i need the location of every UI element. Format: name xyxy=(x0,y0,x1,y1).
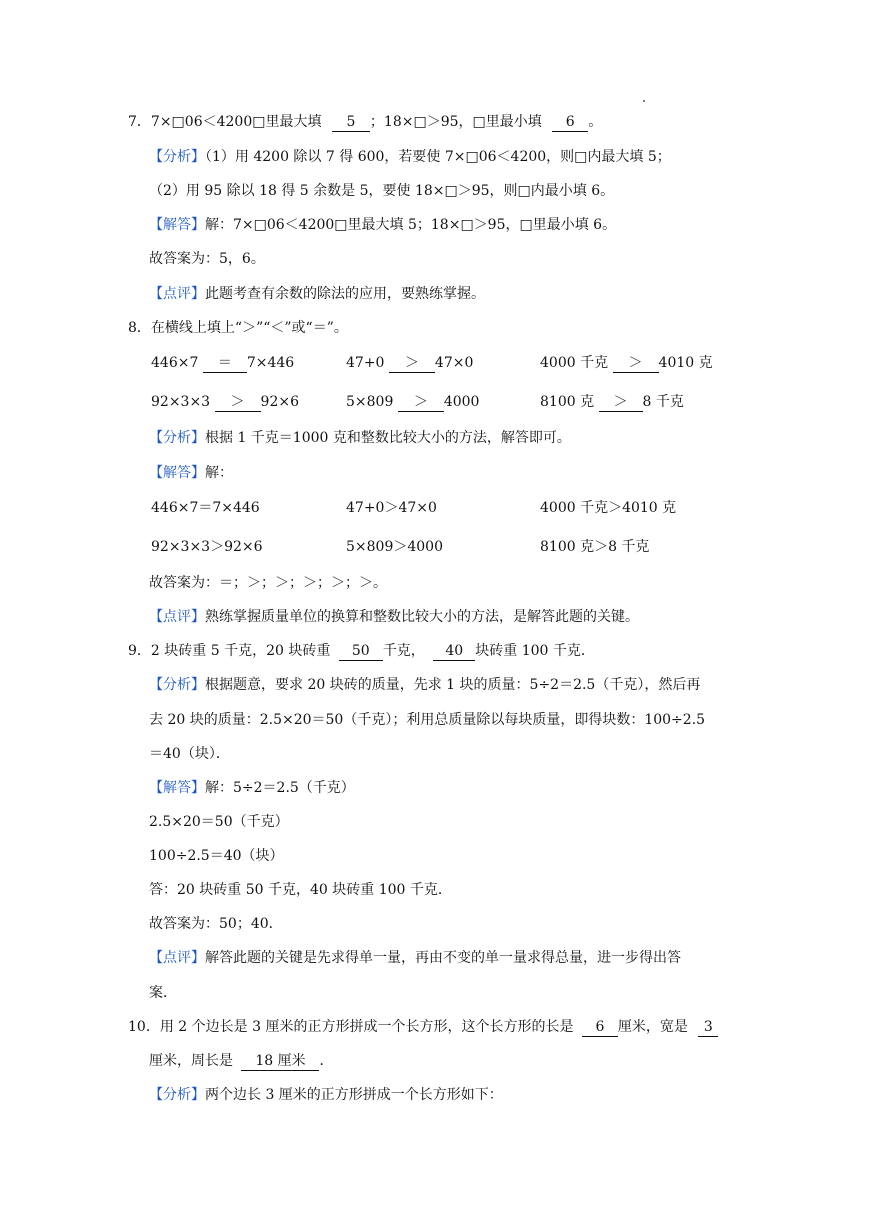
q8-number: 8． xyxy=(128,320,151,336)
q8-item-6 xyxy=(540,392,684,412)
q8-solution-text: 解： xyxy=(205,465,233,481)
q8-answer: 故答案为：＝；＞；＞；＞；＞；＞。 xyxy=(149,575,387,591)
q8-analysis xyxy=(149,428,571,448)
q8-item-4-blank: ＞ xyxy=(215,393,261,412)
q10-stem-part-c: 厘米，周长是 xyxy=(149,1053,233,1069)
q8-comment-tag: 【点评】 xyxy=(149,609,205,625)
q9-stem-part-a: 2 块砖重 5 千克，20 块砖重 xyxy=(150,643,331,659)
q8-item-5 xyxy=(346,392,479,412)
q8-item-6-blank: ＞ xyxy=(599,393,643,412)
q8-item-6-right: 8 千克 xyxy=(642,394,684,410)
q10-answer-blank-2: 3 xyxy=(698,1018,718,1037)
q8-solution-tag: 【解答】 xyxy=(149,465,205,481)
q8-stem xyxy=(128,318,348,338)
q8-item-2-left: 47+0 xyxy=(346,355,385,371)
q9-answer-blank-1: 50 xyxy=(339,642,383,661)
q7-stem-part-c: 。 xyxy=(588,114,603,130)
q8-item-2 xyxy=(346,353,473,373)
q7-comment-tag: 【点评】 xyxy=(149,286,205,302)
q9-stem-part-b: 千克， xyxy=(382,643,425,659)
q9-solution-line-2: 2.5×20＝50（千克） xyxy=(149,814,289,830)
q7-solution-text: 解：7×□06＜4200□里最大填 5；18×□＞95，□里最小填 6。 xyxy=(205,217,617,233)
q7-number: 7． xyxy=(128,114,151,130)
q7-answer: 故答案为：5，6。 xyxy=(149,251,265,267)
q7-solution-tag: 【解答】 xyxy=(149,217,205,233)
q8-item-5-blank: ＞ xyxy=(398,393,444,412)
q7-answer-blank-2: 6 xyxy=(552,113,588,132)
q10-stem-line-1 xyxy=(128,1017,718,1037)
q7-answer-blank-1: 5 xyxy=(332,113,370,132)
q8-item-2-blank: ＞ xyxy=(389,354,435,373)
q9-comment-line-1 xyxy=(149,948,681,968)
q9-answer-blank-2: 40 xyxy=(433,642,475,661)
q8-stem-text: 在横线上填上“＞”“＜”或“＝”。 xyxy=(150,320,348,336)
q8-item-4 xyxy=(151,392,299,412)
q10-stem-part-a: 用 2 个边长是 3 厘米的正方形拼成一个长方形，这个长方形的长是 xyxy=(159,1019,574,1035)
q8-item-3-right: 4010 克 xyxy=(658,355,713,371)
q10-answer-blank-1: 6 xyxy=(582,1018,618,1037)
q9-comment-line-2: 案． xyxy=(149,985,177,1001)
q8-analysis-tag: 【分析】 xyxy=(149,430,205,446)
q10-number: 10． xyxy=(128,1019,160,1035)
q8-item-3-left: 4000 千克 xyxy=(540,355,609,371)
q9-analysis-tag: 【分析】 xyxy=(149,677,205,693)
q9-analysis-line-3: ＝40（块）． xyxy=(149,746,230,762)
stray-dot xyxy=(643,100,645,102)
q7-analysis-line-1 xyxy=(149,147,671,167)
q10-analysis-text: 两个边长 3 厘米的正方形拼成一个长方形如下： xyxy=(205,1087,503,1103)
q7-stem-part-a: 7×□06＜4200□里最大填 xyxy=(150,114,322,130)
q7-comment-text: 此题考查有余数的除法的应用，要熟练掌握。 xyxy=(205,286,485,302)
q9-solution-line-4: 答：20 块砖重 50 千克，40 块砖重 100 千克． xyxy=(149,882,452,898)
q10-analysis-tag: 【分析】 xyxy=(149,1087,205,1103)
q8-sol-item-1: 446×7＝7×446 xyxy=(151,500,260,516)
q9-number: 9． xyxy=(128,643,151,659)
q8-sol-item-5: 5×809＞4000 xyxy=(346,539,443,555)
q8-comment-text: 熟练掌握质量单位的换算和整数比较大小的方法，是解答此题的关键。 xyxy=(205,609,639,625)
q9-solution-line-3: 100÷2.5＝40（块） xyxy=(149,848,284,864)
q9-analysis-text-1: 根据题意，要求 20 块砖的质量，先求 1 块的质量：5÷2＝2.5（千克），然后再 xyxy=(205,677,701,693)
q8-solution xyxy=(149,463,233,483)
q7-comment xyxy=(149,284,485,304)
q7-analysis-line-2: （2）用 95 除以 18 得 5 余数是 5，要使 18×□＞95，则□内最小填 6。 xyxy=(149,183,615,199)
q7-solution xyxy=(149,215,616,235)
q8-item-4-left: 92×3×3 xyxy=(151,394,211,410)
q7-stem xyxy=(128,112,602,132)
q8-item-5-right: 4000 xyxy=(443,394,480,410)
q10-stem-line-2 xyxy=(149,1051,333,1071)
q10-stem-part-b: 厘米，宽是 xyxy=(617,1019,688,1035)
q9-comment-tag: 【点评】 xyxy=(149,950,205,966)
q8-item-1 xyxy=(151,353,294,373)
q8-item-1-left: 446×7 xyxy=(151,355,199,371)
q8-item-2-right: 47×0 xyxy=(434,355,474,371)
q9-solution-tag: 【解答】 xyxy=(149,780,205,796)
q9-comment-text-1: 解答此题的关键是先求得单一量，再由不变的单一量求得总量，进一步得出答 xyxy=(205,950,681,966)
q8-comment xyxy=(149,607,639,627)
q8-sol-item-2: 47+0＞47×0 xyxy=(346,500,437,516)
q8-item-5-left: 5×809 xyxy=(346,394,394,410)
q10-analysis xyxy=(149,1085,503,1105)
q9-stem xyxy=(128,641,595,661)
q9-answer: 故答案为：50；40． xyxy=(149,916,283,932)
q8-analysis-text: 根据 1 千克＝1000 克和整数比较大小的方法，解答即可。 xyxy=(205,430,571,446)
q8-item-1-blank: ＝ xyxy=(203,354,247,373)
q7-stem-part-b: ；18×□＞95，□里最小填 xyxy=(369,114,542,130)
q9-analysis-line-2: 去 20 块的质量：2.5×20＝50（千克）；利用总质量除以每块质量，即得块数：100÷2.5 xyxy=(149,712,706,728)
q10-answer-blank-3: 18 厘米 xyxy=(241,1052,319,1071)
q8-item-3 xyxy=(540,353,713,373)
q8-item-4-right: 92×6 xyxy=(260,394,299,410)
q7-analysis-tag: 【分析】 xyxy=(149,149,205,165)
q10-stem-part-d: ． xyxy=(319,1053,334,1069)
q8-item-1-right: 7×446 xyxy=(246,355,295,371)
q9-solution-text-1: 解：5÷2＝2.5（千克） xyxy=(205,780,355,796)
q8-item-6-left: 8100 克 xyxy=(540,394,595,410)
q9-solution xyxy=(149,778,355,798)
q7-analysis-text-1: （1）用 4200 除以 7 得 600，若要使 7×□06＜4200，则□内最大填 5； xyxy=(205,149,671,165)
q8-item-3-blank: ＞ xyxy=(613,354,659,373)
q8-sol-item-4: 92×3×3＞92×6 xyxy=(151,539,263,555)
q9-stem-part-c: 块砖重 100 千克． xyxy=(475,643,595,659)
q8-sol-item-6: 8100 克＞8 千克 xyxy=(540,539,650,555)
q9-analysis-line-1 xyxy=(149,675,700,695)
q8-sol-item-3: 4000 千克＞4010 克 xyxy=(540,500,677,516)
